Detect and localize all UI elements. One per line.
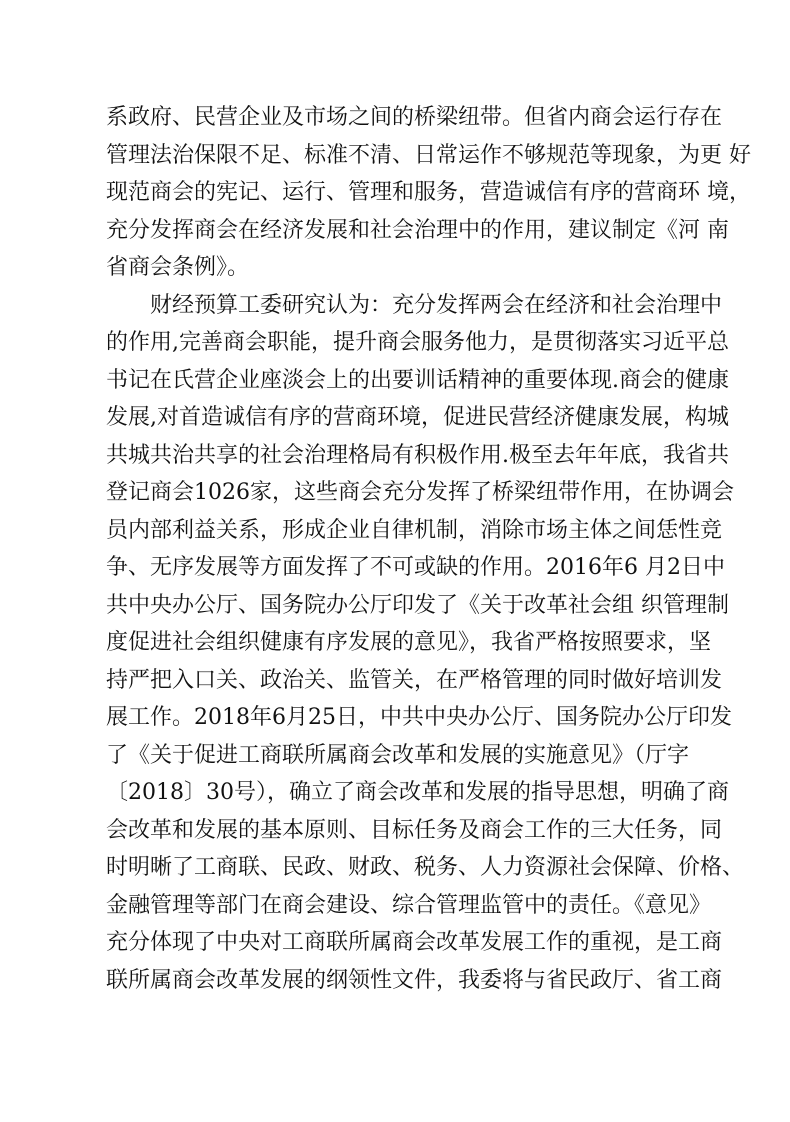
text-line: 度促进社会组织健康有序发展的意见》，我省严格按照要求，坚 xyxy=(106,630,712,655)
text-line: 共城共治共享的社会治理格局有积极作用.极至去年年底，我省共 xyxy=(106,442,729,468)
text-line: 系政府、民营企业及市场之间的桥梁纽带。但省内商会运行存在 xyxy=(106,105,723,130)
text-line: 时明晰了工商联、民政、财政、税务、人力资源社会保障、价格、 xyxy=(106,855,745,880)
text-line: 会改革和发展的基本原则、目标任务及商会工作的三大任务，同 xyxy=(106,817,723,843)
text-line: 登记商会1026家，这些商会充分发挥了桥梁纽带作用，在协调会 xyxy=(106,480,734,505)
text-line: 争、无序发展等方面发挥了不可或缺的作用。2016年6 月2日中 xyxy=(106,555,725,580)
text-line: 联所属商会改革发展的纲领性文件，我委将与省民政厅、省工商 xyxy=(106,967,723,993)
text-line: 金融管理等部门在商会建设、综合管理监管中的责任。《意见》 xyxy=(106,892,712,918)
text-line: 的作用,完善商会职能，提升商会服务他力，是贯彻落实习近平总 xyxy=(106,330,729,355)
text-line: 了《关于促进工商联所属商会改革和发展的实施意见》（厅字 xyxy=(106,742,690,768)
text-line: 发展,对首造诚信有序的营商环境，促进民营经济健康发展，构城 xyxy=(106,405,729,430)
body-text xyxy=(106,99,751,999)
text-line: 充分体现了中央对工商联所属商会改革发展工作的重视，是工商 xyxy=(106,930,723,955)
paragraph-first-line: 财经预算工委研究认为：充分发挥两会在经济和社会治理中 xyxy=(150,292,723,318)
text-line: 现范商会的宪记、运行、管理和服务，营造诚信有序的营商环 境， xyxy=(106,180,751,205)
text-line: 展工作。2018年6月25日，中共中央办公厅、国务院办公厅印发 xyxy=(106,705,732,730)
text-line: 持严把入口关、政治关、监管关，在严格管理的同时做好培训发 xyxy=(106,667,723,693)
text-line: 〔2018〕30号），确立了商会改革和发展的指导思想，明确了商 xyxy=(106,780,729,805)
text-line: 书记在氏营企业座淡会上的出要训话精神的重要体现.商会的健康 xyxy=(106,367,729,393)
text-line: 共中央办公厅、国务院办公厅印发了《关于改革社会组 织管理制 xyxy=(106,592,729,618)
text-line: 充分发挥商会在经济发展和社会治理中的作用，建议制定《河 南 xyxy=(106,217,729,243)
text-line: 管理法治保限不足、标准不清、日常运作不够规范等现象，为更 好 xyxy=(106,142,751,168)
text-line: 员内部利益关系，形成企业自律机制，消除市场主体之间恁性竞 xyxy=(106,517,723,543)
text-line: 省商会条例》。 xyxy=(106,255,250,280)
